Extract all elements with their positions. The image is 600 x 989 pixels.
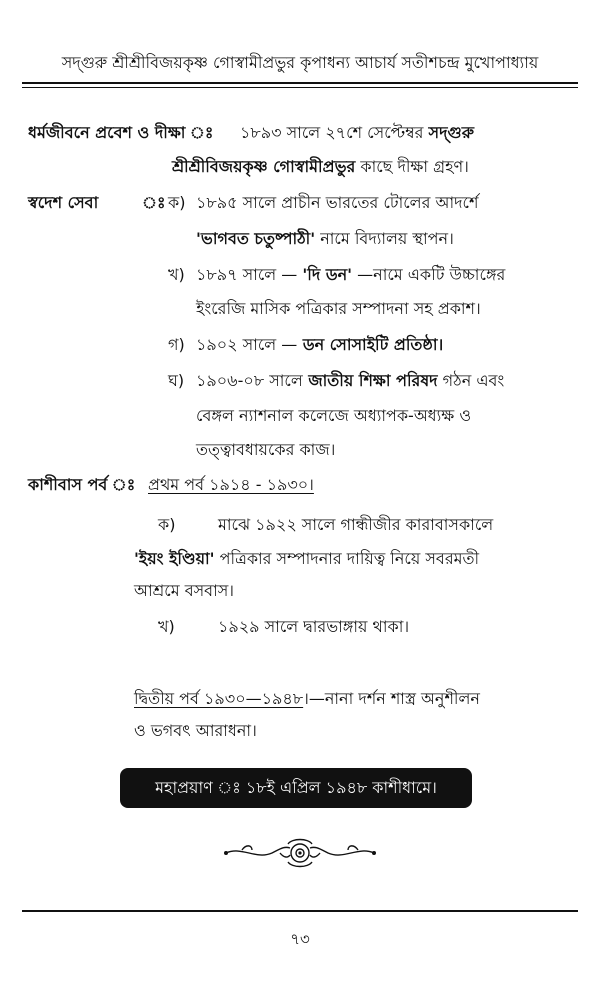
jatiya-shiksha-parishad: জাতীয় শিক্ষা পরিষদ [302, 371, 438, 390]
swadesh-colon: ঃ [142, 193, 166, 212]
kashi-phase1: প্রথম পর্ব ১৯১৪ - ১৯৩০। [148, 475, 314, 494]
swadesh-kha-line1 [196, 262, 505, 289]
swadesh-gha-line2: বেঙ্গল ন্যাশনাল কলেজে অধ্যাপক-অধ্যক্ষ ও [196, 406, 472, 425]
kashi-ka-line3: আশ্রমে বসবাস। [134, 581, 235, 600]
header-rule-thin [22, 87, 578, 88]
swadesh-kha-line1-a: ১৮৯৭ সালে — [196, 265, 298, 284]
swadesh-label: স্বদেশ সেবা [28, 193, 99, 212]
header-rule-thick [22, 82, 578, 84]
kashi-phase2-line2: ও ভগবৎ আরাধনা। [134, 721, 257, 740]
dharma-line1 [240, 120, 474, 147]
swadesh-kha-line1-c: —নামে একটি উচ্চাঙ্গের [352, 265, 506, 284]
mahaprayan-text: মহাপ্রয়াণ ঃ ১৮ই এপ্রিল ১৯৪৮ কাশীধামে। [155, 778, 437, 797]
young-india: 'ইয়ং ইণ্ডিয়া' [134, 549, 215, 568]
dharma-line2 [172, 154, 469, 181]
swadesh-kha-line2: ইংরেজি মাসিক পত্রিকার সম্পাদনা সহ প্রকাশ। [196, 299, 481, 318]
swadesh-gha-marker: ঘ) [168, 371, 185, 390]
kashi-ka-marker: ক) [158, 515, 176, 534]
kashi-ka-line2-text: পত্রিকার সম্পাদনার দায়িত্ব নিয়ে সবরমতী [214, 549, 480, 568]
swadesh-ga-line1-a: ১৯০২ সালে — [196, 335, 298, 354]
dharma-line2-bold: শ্রীশ্রীবিজয়কৃষ্ণ গোস্বামীপ্রভুর [172, 157, 356, 176]
dharma-line1-text: ১৮৯৩ সালে ২৭শে সেপ্টেম্বর [240, 123, 424, 142]
swadesh-gha-line1 [196, 368, 504, 395]
swadesh-ka-line1: ১৮৯৫ সালে প্রাচীন ভারতের টোলের আদর্শে [196, 193, 479, 212]
swadesh-ga-marker: গ) [168, 335, 185, 354]
kashi-ka-line2 [134, 546, 479, 573]
bhagabat-chatuspathi: 'ভাগবত চতুষ্পাঠী' [196, 229, 316, 248]
kashi-ka-line1: মাঝে ১৯২২ সালে গান্ধীজীর কারাবাসকালে [218, 515, 494, 534]
swadesh-gha-line1-c: গঠন এবং [437, 371, 505, 390]
dharma-label: ধর্মজীবনে প্রবেশ ও দীক্ষা ঃ [28, 123, 214, 142]
kashi-phase2: দ্বিতীয় পর্ব ১৯৩০—১৯৪৮ [134, 689, 304, 708]
floral-ornament-icon [222, 836, 378, 870]
footer-rule [22, 910, 578, 912]
swadesh-ka-line2 [196, 226, 454, 253]
mahaprayan-box [120, 768, 472, 808]
swadesh-gha-line1-a: ১৯০৬-০৮ সালে [196, 371, 303, 390]
page-number: ৭৩ [290, 930, 310, 948]
swadesh-ka-line2-text: নামে বিদ্যালয় স্থাপন। [315, 229, 454, 248]
running-header: সদ্গুরু শ্রীশ্রীবিজয়কৃষ্ণ গোস্বামীপ্রভুর কৃপাধন্য আচার্য সতীশচন্দ্র মুখোপাধ্যায় [61, 53, 539, 72]
swadesh-kha-marker: খ) [168, 265, 185, 284]
kashi-kha-line1: ১৯২৯ সালে দ্বারভাঙ্গায় থাকা। [218, 617, 410, 636]
dharma-line1-bold: সদ্গুরু [428, 123, 474, 142]
swadesh-gha-line3: তত্ত্বাবধায়কের কাজ। [196, 440, 336, 459]
kashi-kha-marker: খ) [158, 617, 175, 636]
kashi-label: কাশীবাস পর্ব ঃ [28, 475, 136, 494]
the-dawn: 'দি ডন' [302, 265, 353, 284]
dharma-line2-text: কাছে দীক্ষা গ্রহণ। [360, 157, 469, 176]
swadesh-ga-line1 [196, 332, 443, 359]
kashi-phase2-rest: ।—নানা দর্শন শাস্ত্র অনুশীলন [303, 689, 480, 708]
swadesh-ka-marker: ক) [168, 193, 186, 212]
dawn-society: ডন সোসাইটি প্রতিষ্ঠা। [297, 335, 444, 354]
kashi-phase2-line [134, 686, 480, 713]
